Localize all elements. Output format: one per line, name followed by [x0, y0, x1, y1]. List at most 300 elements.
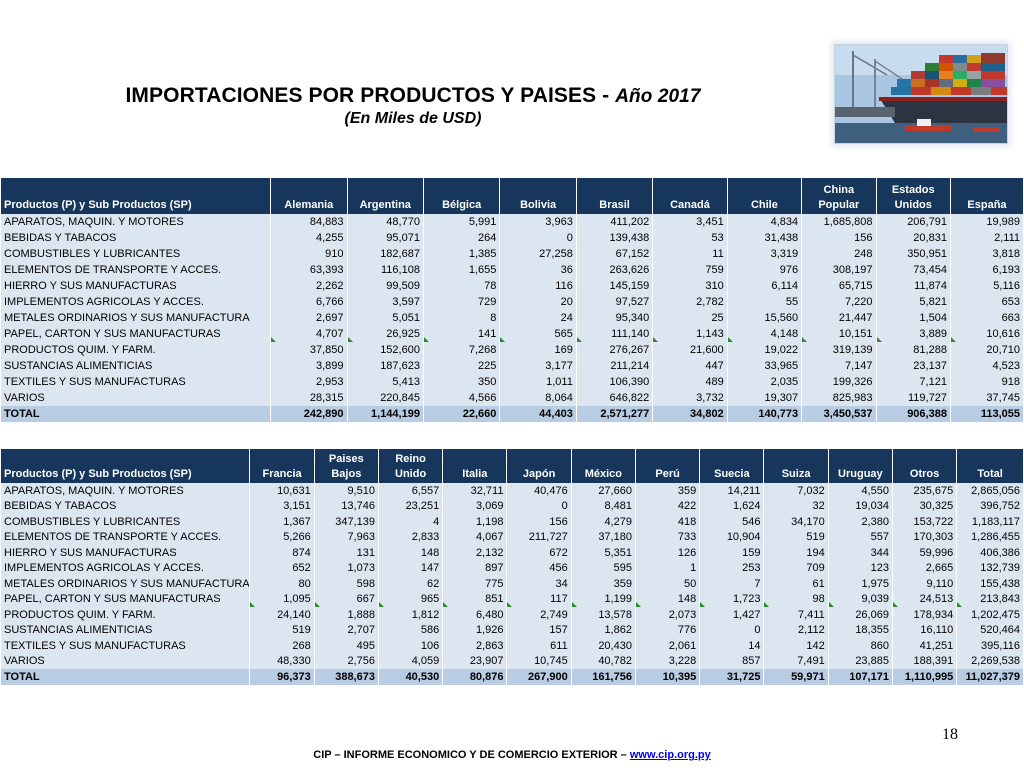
column-header: [876, 178, 950, 214]
product-name: IMPLEMENTOS AGRICOLAS Y ACCES.: [1, 561, 250, 577]
column-header: [653, 178, 727, 214]
value-cell: 5,991: [423, 214, 499, 230]
value-cell: 6,114: [727, 278, 801, 294]
column-header: [271, 178, 347, 214]
value-cell: 2,112: [764, 623, 828, 639]
column-header-label: Unido: [395, 468, 427, 480]
value-cell: 157: [507, 623, 571, 639]
value-cell: 20,831: [876, 230, 950, 246]
value-cell: 709: [764, 561, 828, 577]
column-header-label: Francia: [262, 468, 302, 480]
table-row: [1, 342, 1023, 358]
product-name: TEXTILES Y SUS MANUFACTURAS: [1, 638, 250, 654]
value-cell: 2,111: [950, 230, 1023, 246]
value-cell: 48,770: [347, 214, 423, 230]
value-cell: 25: [653, 310, 727, 326]
value-cell: 646,822: [576, 390, 652, 406]
column-header-label: Popular: [818, 199, 860, 211]
value-cell: 2,833: [378, 530, 442, 546]
value-cell: 169: [500, 342, 576, 358]
column-header-label: Brasil: [599, 199, 630, 211]
value-cell: 4: [378, 514, 442, 530]
value-cell: 99,509: [347, 278, 423, 294]
value-cell: 126: [635, 545, 699, 561]
value-cell: 1,385: [423, 246, 499, 262]
value-cell: 23,251: [378, 499, 442, 515]
column-header: [443, 449, 507, 483]
table-row: [1, 545, 1023, 561]
value-cell: 41,251: [892, 638, 956, 654]
value-cell: 7,963: [314, 530, 378, 546]
column-header-label: Canadá: [670, 199, 710, 211]
value-cell: 276,267: [576, 342, 652, 358]
value-cell: 976: [727, 262, 801, 278]
value-cell: 188,391: [892, 654, 956, 670]
column-header: [250, 449, 314, 483]
value-cell: 874: [250, 545, 314, 561]
column-header-label: Bolivia: [520, 199, 557, 211]
value-cell: 19,022: [727, 342, 801, 358]
column-header-label: México: [584, 468, 622, 480]
value-cell: 5,051: [347, 310, 423, 326]
value-cell: 73,454: [876, 262, 950, 278]
value-cell: 2,132: [443, 545, 507, 561]
value-cell: 350,951: [876, 246, 950, 262]
value-cell: 1,110,995: [892, 669, 956, 685]
value-cell: 1: [635, 561, 699, 577]
value-cell: 1,427: [700, 607, 764, 623]
container-ship-photo: [834, 44, 1008, 144]
table-row: [1, 214, 1023, 230]
product-name: TOTAL: [1, 406, 271, 422]
value-cell: 965: [378, 592, 442, 608]
value-cell: 48,330: [250, 654, 314, 670]
value-cell: 242,890: [271, 406, 347, 422]
value-cell: 2,061: [635, 638, 699, 654]
value-cell: 4,566: [423, 390, 499, 406]
value-cell: 32: [764, 499, 828, 515]
value-cell: 182,687: [347, 246, 423, 262]
value-cell: 40,782: [571, 654, 635, 670]
table-row: [1, 374, 1023, 390]
column-header: [507, 449, 571, 483]
value-cell: 495: [314, 638, 378, 654]
column-header-label: Otros: [909, 468, 940, 480]
value-cell: 33,965: [727, 358, 801, 374]
value-cell: 140,773: [727, 406, 801, 422]
value-cell: 3,889: [876, 326, 950, 342]
product-name: ELEMENTOS DE TRANSPORTE Y ACCES.: [1, 262, 271, 278]
value-cell: 775: [443, 576, 507, 592]
total-row: [1, 669, 1023, 685]
title-year: Año 2017: [615, 86, 701, 107]
value-cell: 406,386: [957, 545, 1023, 561]
value-cell: 20: [500, 294, 576, 310]
page-title: [0, 84, 826, 108]
product-name: VARIOS: [1, 390, 271, 406]
value-cell: 53: [653, 230, 727, 246]
column-header-product: Productos (P) y Sub Productos (SP): [1, 449, 250, 483]
value-cell: 520,464: [957, 623, 1023, 639]
product-name: SUSTANCIAS ALIMENTICIAS: [1, 358, 271, 374]
product-name: APARATOS, MAQUIN. Y MOTORES: [1, 483, 250, 499]
value-cell: 2,782: [653, 294, 727, 310]
value-cell: 447: [653, 358, 727, 374]
column-header-label: Uruguay: [838, 468, 883, 480]
column-header: [700, 449, 764, 483]
value-cell: 611: [507, 638, 571, 654]
product-name: PRODUCTOS QUIM. Y FARM.: [1, 342, 271, 358]
value-cell: 111,140: [576, 326, 652, 342]
table-row: [1, 278, 1023, 294]
table-row: [1, 499, 1023, 515]
value-cell: 7,121: [876, 374, 950, 390]
table-row: [1, 638, 1023, 654]
value-cell: 44,403: [500, 406, 576, 422]
table-row: [1, 326, 1023, 342]
value-cell: 2,073: [635, 607, 699, 623]
value-cell: 776: [635, 623, 699, 639]
value-cell: 8: [423, 310, 499, 326]
value-cell: 1,812: [378, 607, 442, 623]
value-cell: 733: [635, 530, 699, 546]
value-cell: 116,108: [347, 262, 423, 278]
value-cell: 319,139: [802, 342, 876, 358]
value-cell: 62: [378, 576, 442, 592]
value-cell: 106,390: [576, 374, 652, 390]
value-cell: 1,367: [250, 514, 314, 530]
value-cell: 910: [271, 246, 347, 262]
value-cell: 159: [700, 545, 764, 561]
value-cell: 667: [314, 592, 378, 608]
column-header-label: Italia: [462, 468, 488, 480]
footer-text: CIP – INFORME ECONOMICO Y DE COMERCIO EXTERIOR –: [313, 749, 630, 761]
value-cell: 59,971: [764, 669, 828, 685]
product-name: VARIOS: [1, 654, 250, 670]
value-cell: 220,845: [347, 390, 423, 406]
value-cell: 652: [250, 561, 314, 577]
product-name: SUSTANCIAS ALIMENTICIAS: [1, 623, 250, 639]
value-cell: 1,655: [423, 262, 499, 278]
column-header: [957, 449, 1023, 483]
value-cell: 653: [950, 294, 1023, 310]
value-cell: 37,745: [950, 390, 1023, 406]
value-cell: 264: [423, 230, 499, 246]
column-header: [576, 178, 652, 214]
value-cell: 170,303: [892, 530, 956, 546]
value-cell: 456: [507, 561, 571, 577]
value-cell: 396,752: [957, 499, 1023, 515]
value-cell: 2,697: [271, 310, 347, 326]
value-cell: 23,907: [443, 654, 507, 670]
value-cell: 10,616: [950, 326, 1023, 342]
value-cell: 3,319: [727, 246, 801, 262]
product-name: TEXTILES Y SUS MANUFACTURAS: [1, 374, 271, 390]
value-cell: 80,876: [443, 669, 507, 685]
value-cell: 4,148: [727, 326, 801, 342]
column-header-label: Chile: [750, 199, 778, 211]
value-cell: 2,749: [507, 607, 571, 623]
imports-table-2: [1, 449, 1023, 685]
value-cell: 26,925: [347, 326, 423, 342]
value-cell: 95,071: [347, 230, 423, 246]
value-cell: 27,660: [571, 483, 635, 499]
value-cell: 11: [653, 246, 727, 262]
value-cell: 308,197: [802, 262, 876, 278]
value-cell: 395,116: [957, 638, 1023, 654]
product-name: COMBUSTIBLES Y LUBRICANTES: [1, 246, 271, 262]
value-cell: 248: [802, 246, 876, 262]
column-header-label: Japón: [522, 468, 556, 480]
value-cell: 50: [635, 576, 699, 592]
value-cell: 24: [500, 310, 576, 326]
value-cell: 119,727: [876, 390, 950, 406]
value-cell: 0: [507, 499, 571, 515]
value-cell: 8,064: [500, 390, 576, 406]
value-cell: 411,202: [576, 214, 652, 230]
value-cell: 65,715: [802, 278, 876, 294]
value-cell: 4,279: [571, 514, 635, 530]
value-cell: 263,626: [576, 262, 652, 278]
value-cell: 81,288: [876, 342, 950, 358]
value-cell: 113,055: [950, 406, 1023, 422]
value-cell: 117: [507, 592, 571, 608]
value-cell: 20,710: [950, 342, 1023, 358]
value-cell: 10,904: [700, 530, 764, 546]
table-row: [1, 530, 1023, 546]
column-header-label: Alemania: [284, 199, 334, 211]
value-cell: 3,597: [347, 294, 423, 310]
value-cell: 2,269,538: [957, 654, 1023, 670]
value-cell: 156: [507, 514, 571, 530]
value-cell: 10,745: [507, 654, 571, 670]
value-cell: 40,476: [507, 483, 571, 499]
value-cell: 155,438: [957, 576, 1023, 592]
value-cell: 20,430: [571, 638, 635, 654]
value-cell: 24,513: [892, 592, 956, 608]
value-cell: 557: [828, 530, 892, 546]
product-name: PAPEL, CARTON Y SUS MANUFACTURAS: [1, 592, 250, 608]
table-row: [1, 483, 1023, 499]
value-cell: 519: [764, 530, 828, 546]
column-header: [892, 449, 956, 483]
value-cell: 3,899: [271, 358, 347, 374]
table-row: [1, 654, 1023, 670]
column-header: [571, 449, 635, 483]
value-cell: 2,262: [271, 278, 347, 294]
product-name: TOTAL: [1, 669, 250, 685]
table-row: [1, 561, 1023, 577]
value-cell: 519: [250, 623, 314, 639]
value-cell: 31,725: [700, 669, 764, 685]
value-cell: 8,481: [571, 499, 635, 515]
value-cell: 123: [828, 561, 892, 577]
value-cell: 14,211: [700, 483, 764, 499]
value-cell: 344: [828, 545, 892, 561]
value-cell: 2,953: [271, 374, 347, 390]
value-cell: 5,116: [950, 278, 1023, 294]
value-cell: 729: [423, 294, 499, 310]
value-cell: 141: [423, 326, 499, 342]
product-name: ELEMENTOS DE TRANSPORTE Y ACCES.: [1, 530, 250, 546]
value-cell: 268: [250, 638, 314, 654]
page-number: 18: [942, 726, 958, 743]
value-cell: 235,675: [892, 483, 956, 499]
table-row: [1, 310, 1023, 326]
value-cell: 34: [507, 576, 571, 592]
value-cell: 2,863: [443, 638, 507, 654]
value-cell: 34,802: [653, 406, 727, 422]
value-cell: 4,523: [950, 358, 1023, 374]
column-header-label: España: [967, 199, 1007, 211]
page-subtitle: (En Miles de USD): [344, 110, 482, 127]
value-cell: 1,011: [500, 374, 576, 390]
value-cell: 30,325: [892, 499, 956, 515]
column-header-label: Reino: [395, 453, 426, 465]
ship-illustration: [835, 45, 1007, 143]
column-header: [950, 178, 1023, 214]
value-cell: 225: [423, 358, 499, 374]
value-cell: 61: [764, 576, 828, 592]
value-cell: 23,137: [876, 358, 950, 374]
value-cell: 4,707: [271, 326, 347, 342]
value-cell: 2,865,056: [957, 483, 1023, 499]
value-cell: 1,624: [700, 499, 764, 515]
value-cell: 206,791: [876, 214, 950, 230]
value-cell: 194: [764, 545, 828, 561]
value-cell: 359: [635, 483, 699, 499]
column-header-label: Bajos: [331, 468, 362, 480]
value-cell: 565: [500, 326, 576, 342]
value-cell: 1,862: [571, 623, 635, 639]
product-name: BEBIDAS Y TABACOS: [1, 230, 271, 246]
value-cell: 2,665: [892, 561, 956, 577]
footer: [0, 749, 1024, 761]
value-cell: 1,685,808: [802, 214, 876, 230]
value-cell: 347,139: [314, 514, 378, 530]
product-name: HIERRO Y SUS MANUFACTURAS: [1, 278, 271, 294]
value-cell: 37,850: [271, 342, 347, 358]
total-row: [1, 406, 1023, 422]
value-cell: 0: [500, 230, 576, 246]
value-cell: 267,900: [507, 669, 571, 685]
column-header: [802, 178, 876, 214]
value-cell: 0: [700, 623, 764, 639]
value-cell: 918: [950, 374, 1023, 390]
value-cell: 1,143: [653, 326, 727, 342]
value-cell: 161,756: [571, 669, 635, 685]
table-row: [1, 358, 1023, 374]
value-cell: 586: [378, 623, 442, 639]
value-cell: 148: [378, 545, 442, 561]
value-cell: 36: [500, 262, 576, 278]
value-cell: 13,746: [314, 499, 378, 515]
value-cell: 139,438: [576, 230, 652, 246]
value-cell: 34,170: [764, 514, 828, 530]
value-cell: 3,818: [950, 246, 1023, 262]
column-header-label: Argentina: [359, 199, 411, 211]
column-header: [347, 178, 423, 214]
value-cell: 1,723: [700, 592, 764, 608]
product-name: PRODUCTOS QUIM. Y FARM.: [1, 607, 250, 623]
value-cell: 3,177: [500, 358, 576, 374]
value-cell: 7: [700, 576, 764, 592]
value-cell: 595: [571, 561, 635, 577]
value-cell: 19,989: [950, 214, 1023, 230]
value-cell: 16,110: [892, 623, 956, 639]
value-cell: 19,307: [727, 390, 801, 406]
value-cell: 7,491: [764, 654, 828, 670]
table-row: [1, 230, 1023, 246]
value-cell: 1,095: [250, 592, 314, 608]
value-cell: 131: [314, 545, 378, 561]
column-header-label: Paises: [328, 453, 364, 465]
column-header-label: Bélgica: [442, 199, 482, 211]
value-cell: 5,351: [571, 545, 635, 561]
value-cell: 4,834: [727, 214, 801, 230]
value-cell: 1,504: [876, 310, 950, 326]
value-cell: 95,340: [576, 310, 652, 326]
value-cell: 13,578: [571, 607, 635, 623]
value-cell: 21,600: [653, 342, 727, 358]
product-name: BEBIDAS Y TABACOS: [1, 499, 250, 515]
imports-table-1: [1, 178, 1023, 422]
value-cell: 11,874: [876, 278, 950, 294]
value-cell: 152,600: [347, 342, 423, 358]
product-name: APARATOS, MAQUIN. Y MOTORES: [1, 214, 271, 230]
value-cell: 2,756: [314, 654, 378, 670]
value-cell: 253: [700, 561, 764, 577]
value-cell: 3,228: [635, 654, 699, 670]
value-cell: 7,032: [764, 483, 828, 499]
value-cell: 106: [378, 638, 442, 654]
value-cell: 546: [700, 514, 764, 530]
value-cell: 9,039: [828, 592, 892, 608]
value-cell: 5,266: [250, 530, 314, 546]
value-cell: 1,888: [314, 607, 378, 623]
column-header: [423, 178, 499, 214]
value-cell: 156: [802, 230, 876, 246]
value-cell: 2,035: [727, 374, 801, 390]
table-row: [1, 592, 1023, 608]
table-row: [1, 262, 1023, 278]
value-cell: 598: [314, 576, 378, 592]
value-cell: 32,711: [443, 483, 507, 499]
value-cell: 1,975: [828, 576, 892, 592]
value-cell: 672: [507, 545, 571, 561]
value-cell: 1,198: [443, 514, 507, 530]
value-cell: 388,673: [314, 669, 378, 685]
value-cell: 897: [443, 561, 507, 577]
value-cell: 7,220: [802, 294, 876, 310]
value-cell: 63,393: [271, 262, 347, 278]
value-cell: 55: [727, 294, 801, 310]
value-cell: 6,766: [271, 294, 347, 310]
value-cell: 40,530: [378, 669, 442, 685]
value-cell: 3,732: [653, 390, 727, 406]
value-cell: 107,171: [828, 669, 892, 685]
column-header-label: Perú: [655, 468, 680, 480]
value-cell: 4,067: [443, 530, 507, 546]
product-name: IMPLEMENTOS AGRICOLAS Y ACCES.: [1, 294, 271, 310]
column-header-label: Unidos: [894, 199, 932, 211]
footer-link[interactable]: www.cip.org.py: [629, 749, 711, 761]
table-row: [1, 246, 1023, 262]
column-header-label: Total: [977, 468, 1003, 480]
value-cell: 1,286,455: [957, 530, 1023, 546]
value-cell: 1,183,117: [957, 514, 1023, 530]
column-header: [314, 449, 378, 483]
